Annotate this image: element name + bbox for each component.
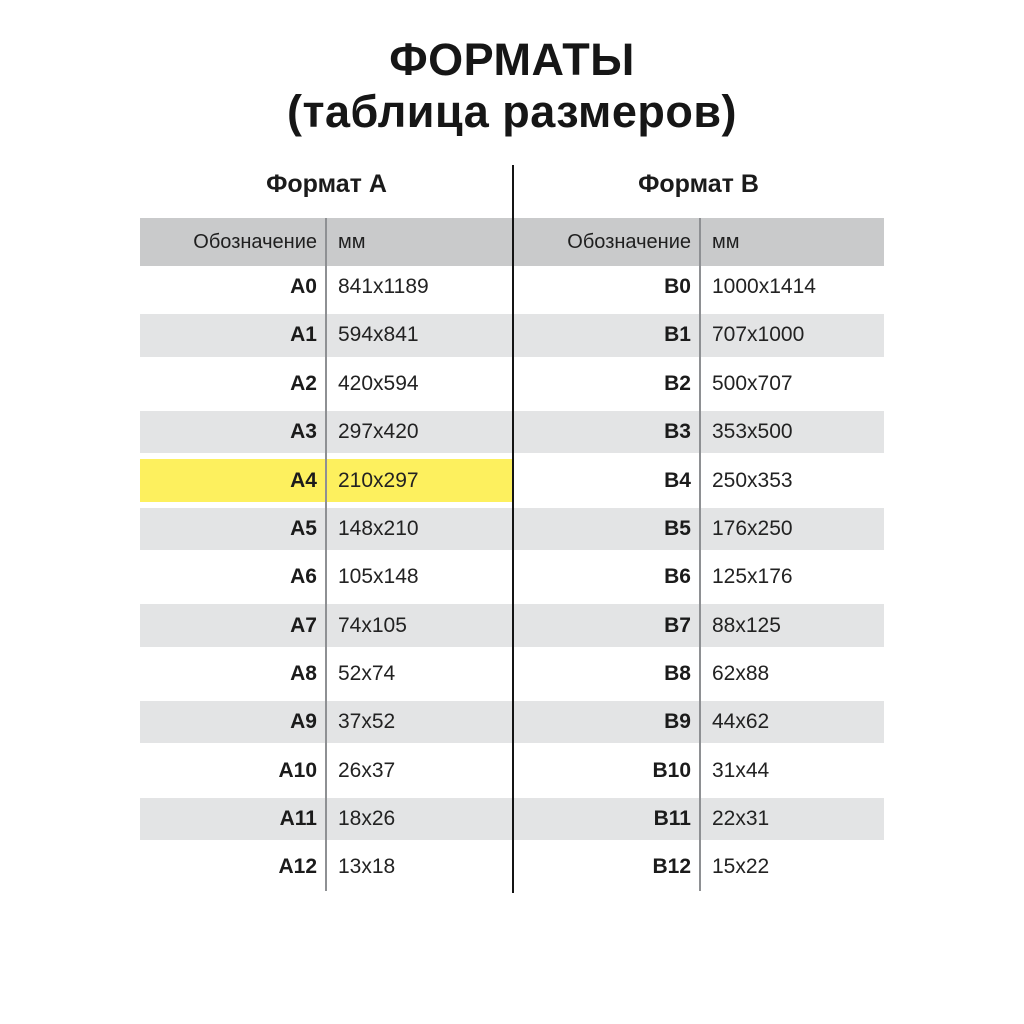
a-designation: A8: [290, 661, 317, 685]
a-designation: A6: [290, 565, 317, 589]
b-designation: B0: [664, 275, 691, 299]
format-a-column-divider-line: [325, 218, 327, 891]
page-title: [0, 34, 1024, 138]
b-size-mm: 22x31: [712, 806, 770, 830]
b-designation: B9: [664, 710, 691, 734]
b-designation: B12: [652, 855, 691, 879]
b-designation: B4: [664, 468, 691, 492]
title-line-2: (таблица размеров): [287, 86, 737, 137]
a-designation: A1: [290, 323, 317, 347]
a-designation: A12: [278, 855, 317, 879]
a-size-mm: 37x52: [338, 710, 396, 734]
section-header-format-a: Формат А: [266, 169, 387, 198]
a-size-mm: 26x37: [338, 758, 396, 782]
a-designation: A0: [290, 275, 317, 299]
b-designation: B3: [664, 420, 691, 444]
a-size-mm: 420x594: [338, 371, 419, 395]
b-size-mm: 1000x1414: [712, 275, 816, 299]
b-size-mm: 15x22: [712, 855, 770, 879]
a-designation: A4: [290, 468, 317, 492]
a-designation: A10: [278, 758, 317, 782]
a-size-mm: 105x148: [338, 565, 419, 589]
a-size-mm: 52x74: [338, 661, 396, 685]
b-size-mm: 125x176: [712, 565, 793, 589]
b-designation: B6: [664, 565, 691, 589]
b-designation: B1: [664, 323, 691, 347]
section-header-format-b: Формат B: [638, 169, 759, 198]
a-size-mm: 841x1189: [338, 275, 429, 299]
b-size-mm: 176x250: [712, 516, 793, 540]
a-size-mm: 74x105: [338, 613, 407, 637]
a-designation: A11: [279, 806, 317, 830]
b-size-mm: 250x353: [712, 468, 793, 492]
a-designation: A9: [290, 710, 317, 734]
a-designation: A3: [290, 420, 317, 444]
center-divider-line: [512, 165, 514, 893]
a-size-mm: 594x841: [338, 323, 419, 347]
header-a-designation: Обозначение: [193, 230, 317, 253]
a-size-mm: 210x297: [338, 468, 419, 492]
b-size-mm: 62x88: [712, 661, 770, 685]
header-a-mm: мм: [338, 230, 366, 253]
a-designation: A2: [290, 371, 317, 395]
b-size-mm: 500x707: [712, 371, 793, 395]
b-size-mm: 88x125: [712, 613, 781, 637]
header-b-designation: Обозначение: [567, 230, 691, 253]
b-designation: B2: [664, 371, 691, 395]
b-designation: B11: [653, 806, 691, 830]
title-line-1: ФОРМАТЫ: [389, 34, 635, 85]
b-size-mm: 353x500: [712, 420, 793, 444]
b-size-mm: 44x62: [712, 710, 770, 734]
a-designation: A7: [290, 613, 317, 637]
b-designation: B8: [664, 661, 691, 685]
a-designation: A5: [290, 516, 317, 540]
b-size-mm: 31x44: [712, 758, 770, 782]
b-designation: B5: [664, 516, 691, 540]
format-b-column-divider-line: [699, 218, 701, 891]
a-size-mm: 18x26: [338, 806, 396, 830]
a-size-mm: 13x18: [338, 855, 396, 879]
b-designation: B7: [664, 613, 691, 637]
a-size-mm: 148x210: [338, 516, 419, 540]
a-size-mm: 297x420: [338, 420, 419, 444]
b-size-mm: 707x1000: [712, 323, 805, 347]
header-b-mm: мм: [712, 230, 740, 253]
b-designation: B10: [652, 758, 691, 782]
